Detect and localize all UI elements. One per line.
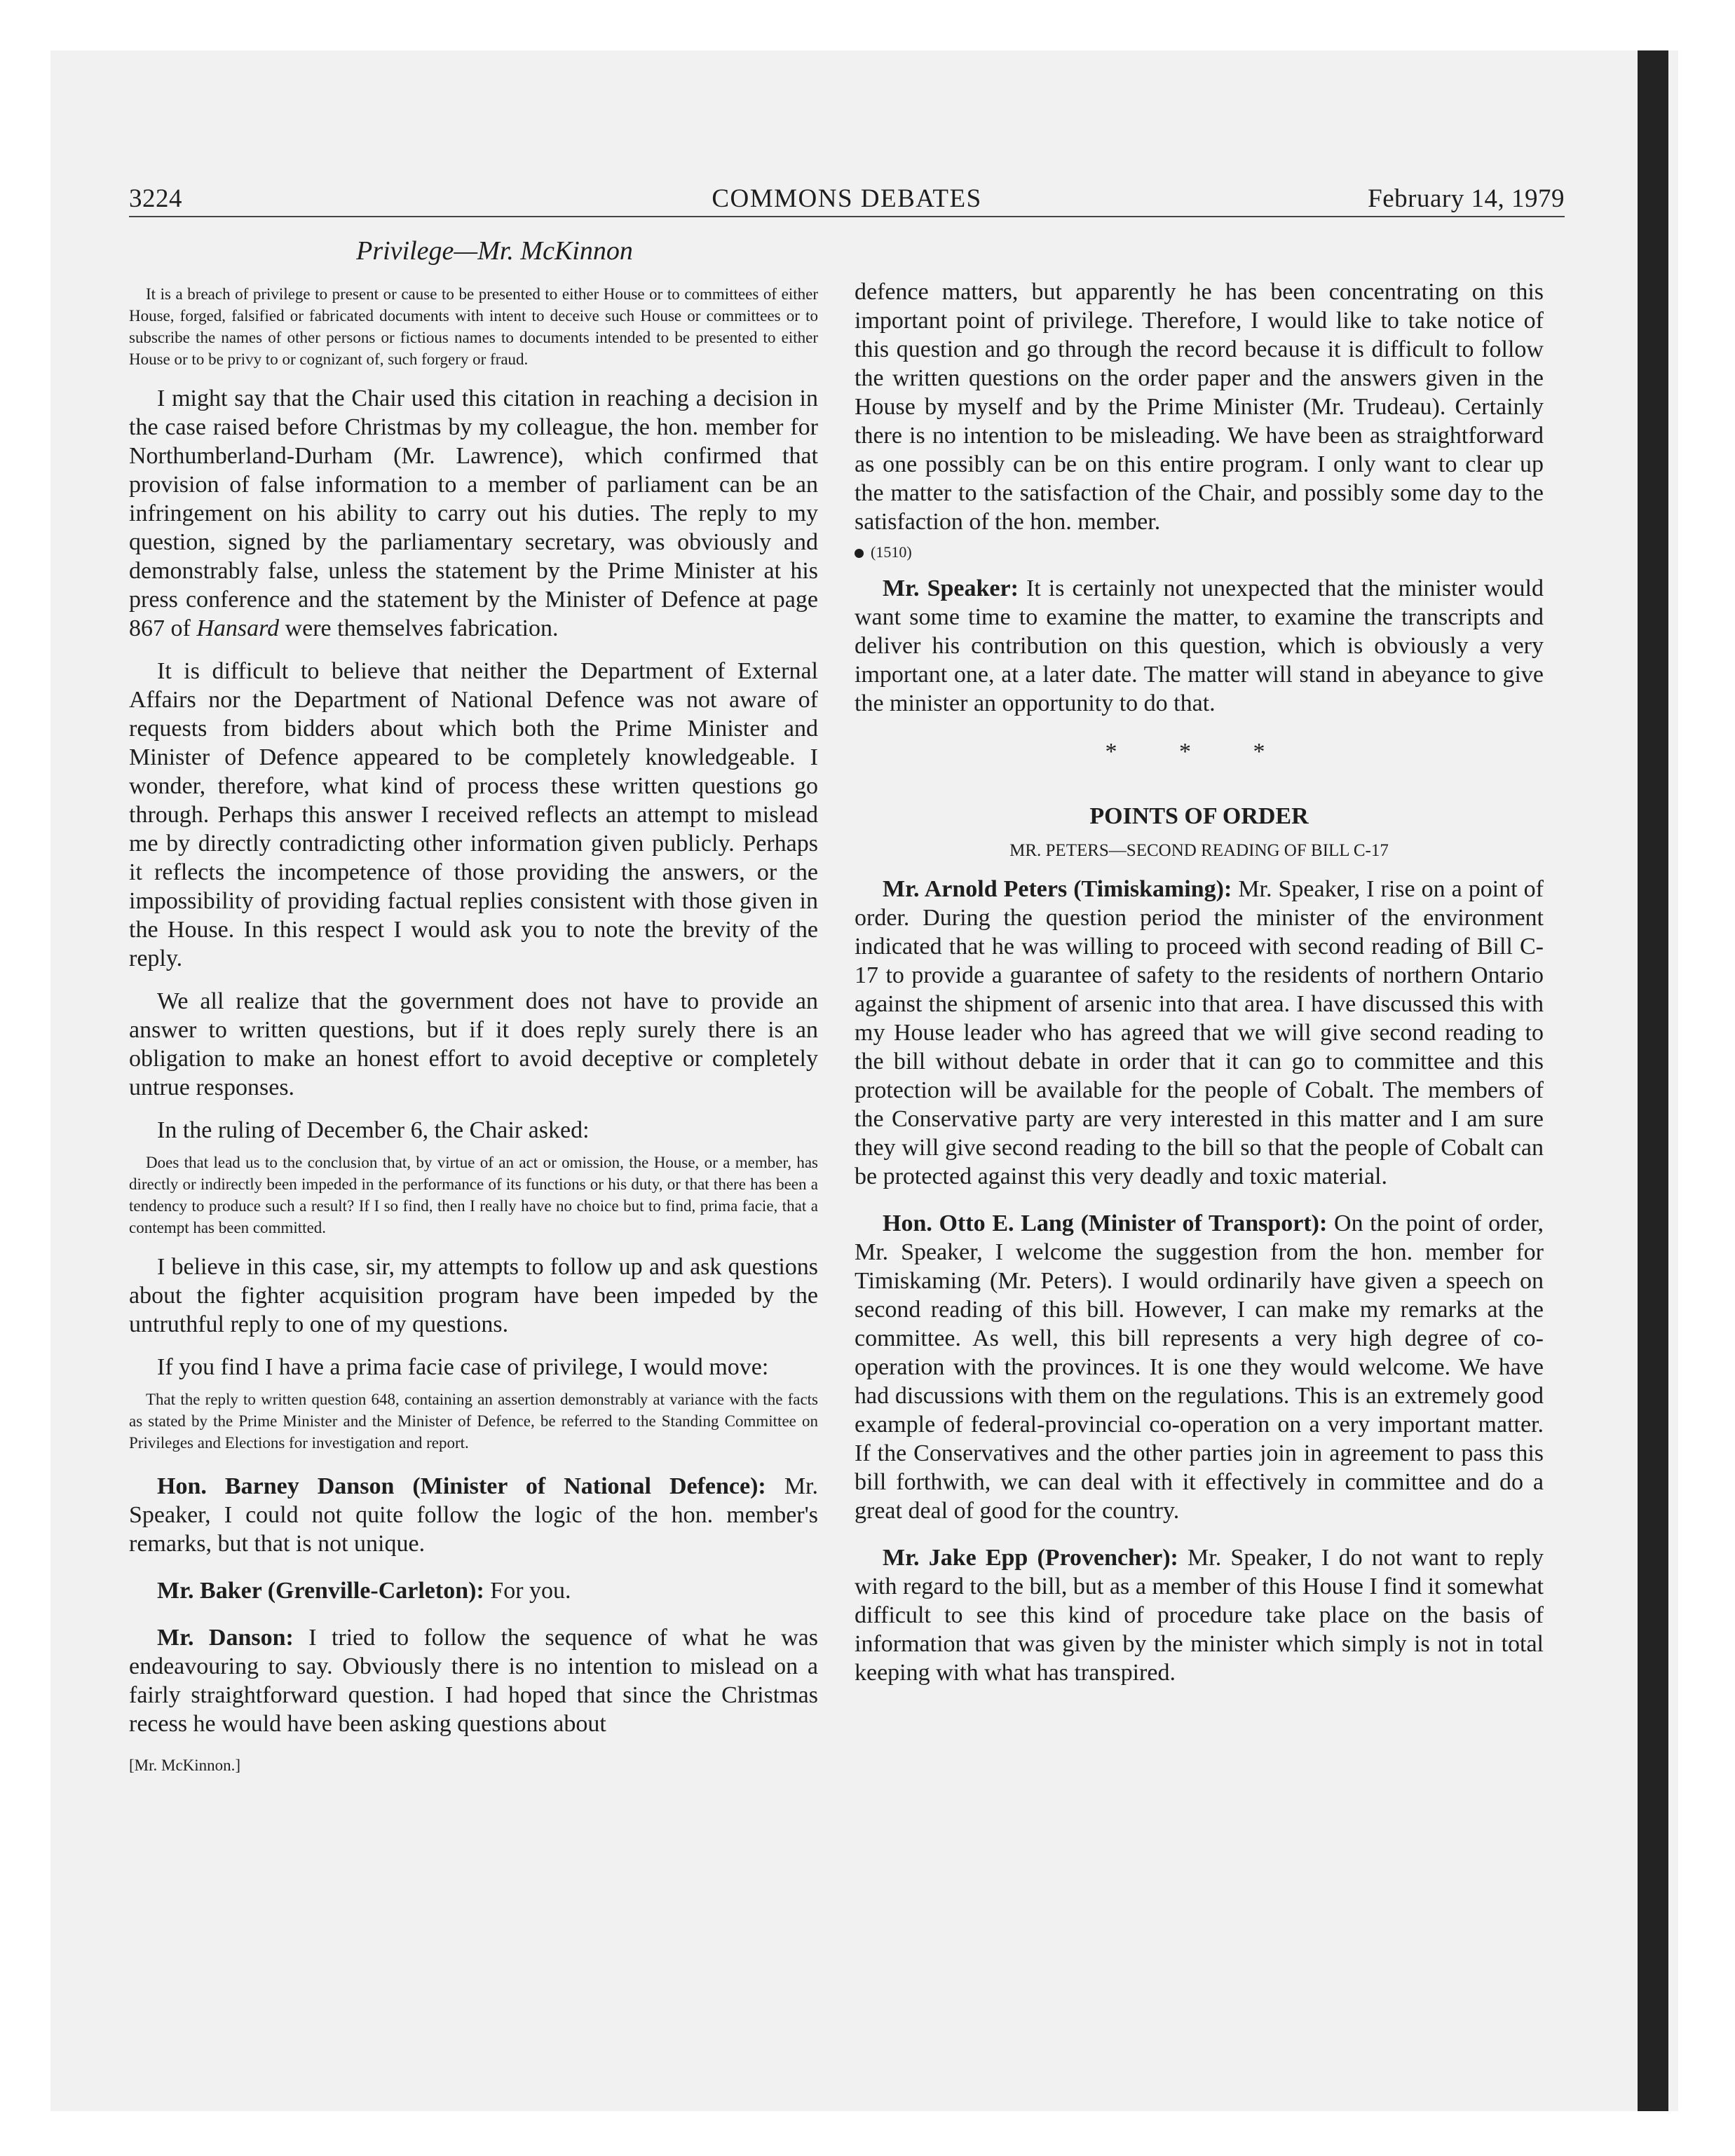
bullet-icon xyxy=(855,549,864,558)
issue-date: February 14, 1979 xyxy=(1368,184,1565,213)
citation-quote: It is a breach of privilege to present or cause to be presented to either House or to committees of either House, forged, falsified or fabricated documents with intent to deceive such House or committees or to subscribe the names of other persons or fictious names to documents intended to be presented to either House or to be privy to or cognizant of, such forgery or fraud. xyxy=(129,285,818,368)
speech: Hon. Otto E. Lang (Minister of Transport): On the point of order, Mr. Speaker, I welcome the suggestion from the hon. member for Timiskaming (Mr. Peters). I would ordinarily have given a speech on second reading of this bill. However, I can make my remarks at the committee. As well, this bill represents a very high degree of co-operation with the provinces. It is one they would welcome. We have had discussions with them on the regulations. This is an extremely good example of federal-provincial co-operation on a very important matter. If the Conservatives and the other parties join in agreement to pass this bill forthwith, we can deal with it effectively in committee and do a great deal of good for the country. xyxy=(855,1210,1544,1524)
speech: Mr. Baker (Grenville-Carleton): For you. xyxy=(157,1578,571,1604)
section-divider: * * * xyxy=(1105,739,1293,765)
paragraph: defence matters, but apparently he has been concentrating on this important point of privilege. Therefore, I would like to take notice of this question and go through the record because it is difficult to follow the written questions on the order paper and the answers given in the House by myself and by the Prime Minister (Mr. Trudeau). Certainly there is no intention to be misleading. We have been as straightforward as one possibly can be on this entire program. I only want to clear up the matter to the satisfaction of the Chair, and possibly some day to the satisfaction of the hon. member. xyxy=(855,279,1544,535)
speaker-name: Mr. Baker (Grenville-Carleton): xyxy=(157,1578,484,1604)
speaker-name: Hon. Barney Danson (Minister of National Defence): xyxy=(157,1473,766,1499)
speech: Mr. Arnold Peters (Timiskaming): Mr. Speaker, I rise on a point of order. During the question period the minister of the environment indicated that he was willing to proceed with second reading of Bill C-17 to provide a guarantee of safety to the residents of northern Ontario against the shipment of arsenic into that area. I have discussed this with my House leader who has agreed that we will give second reading to the bill without debate in order that it can go to committee and this protection will be available for the people of Cobalt. The members of the Conservative party are very interested in this matter and I am sure they will give second reading to the bill so that the people of Cobalt can be protected against this very deadly and toxic material. xyxy=(855,876,1544,1189)
speaker-reference: [Mr. McKinnon.] xyxy=(129,1756,241,1774)
header-rule xyxy=(129,216,1565,217)
speech: Hon. Barney Danson (Minister of National Defence): Mr. Speaker, I could not quite follow the logic of the hon. member's remarks, but that is not unique. xyxy=(129,1473,818,1557)
section-heading: POINTS OF ORDER xyxy=(1089,803,1309,829)
left-column xyxy=(129,236,818,1775)
paragraph: If you find I have a prima facie case of privilege, I would move: xyxy=(157,1354,769,1380)
paragraph: We all realize that the government does not have to provide an answer to written questions, but if it does reply surely there is an obligation to make an honest effort to avoid deceptive or completely untrue responses. xyxy=(129,988,818,1100)
right-column xyxy=(855,278,1544,1687)
running-head xyxy=(129,184,1565,219)
speaker-name: Mr. Arnold Peters (Timiskaming): xyxy=(883,876,1232,902)
subject-heading: Privilege—Mr. McKinnon xyxy=(356,236,633,266)
paragraph: In the ruling of December 6, the Chair asked: xyxy=(157,1117,590,1143)
speaker-name: Mr. Jake Epp (Provencher): xyxy=(883,1545,1178,1571)
paragraph: It is difficult to believe that neither the Department of External Affairs nor the Department of National Defence was not aware of requests from bidders about which both the Prime Minister and Minister of Defence appeared to be completely knowledgeable. I wonder, therefore, what kind of process these written questions go through. Perhaps this answer I received reflects an attempt to mislead me by directly contradicting other information given publicly. Perhaps it reflects the incompetence of those providing the answers, or the impossibility of providing factual replies consistent with those given in the House. In this respect I would ask you to note the brevity of the reply. xyxy=(129,658,818,971)
section-subheading: MR. PETERS—SECOND READING OF BILL C-17 xyxy=(1009,841,1389,860)
speech: Mr. Danson: I tried to follow the sequence of what he was endeavouring to say. Obviously there is no intention to mislead on a fairly straightforward question. I had hoped that since the Christmas recess he would have been asking questions about xyxy=(129,1625,818,1737)
speaker-name: Mr. Speaker: xyxy=(883,575,1019,601)
page-edge-shadow xyxy=(1638,50,1668,2111)
hansard-italic: Hansard xyxy=(196,615,280,641)
paragraph: I might say that the Chair used this citation in reaching a decision in the case raised before Christmas by my colleague, the hon. member for Northumberland-Durham (Mr. Lawrence), which confirmed that provision of false information to a member of parliament can be an infringement on his ability to carry out his duties. The reply to my question, signed by the parliamentary secretary, was obviously and demonstrably false, unless the statement by the Prime Minister at his press conference and the statement by the Minister of Defence at page 867 of Hansard were themselves fabrication. xyxy=(129,386,818,641)
ruling-quote: Does that lead us to the conclusion that, by virtue of an act or omission, the House, or a member, has directly or indirectly been impeded in the performance of its functions or his duty, or that there has been a tendency to produce such a result? If I so find, then I really have no choice but to find, prima facie, that a contempt has been committed. xyxy=(129,1154,818,1236)
journal-title: COMMONS DEBATES xyxy=(712,184,982,213)
page-number: 3224 xyxy=(129,184,182,213)
motion-quote: That the reply to written question 648, containing an assertion demonstrably at variance with the facts as stated by the Prime Minister and the Minister of Defence, be referred to the Standing Committee on Privileges and Elections for investigation and report. xyxy=(129,1391,818,1452)
time-marker: (1510) xyxy=(855,543,1544,561)
speech: Mr. Jake Epp (Provencher): Mr. Speaker, I do not want to reply with regard to the bill, but as a member of this House I find it somewhat difficult to see this kind of procedure take place on the basis of information that was given by the minister which simply is not in total keeping with what has transpired. xyxy=(855,1545,1544,1686)
speaker-name: Hon. Otto E. Lang (Minister of Transport): xyxy=(883,1210,1328,1236)
speech: Mr. Speaker: It is certainly not unexpected that the minister would want some time to examine the matter, to examine the transcripts and deliver his contribution on this question, which is obviously a very important one, at a later date. The matter will stand in abeyance to give the minister an opportunity to do that. xyxy=(855,575,1544,716)
paragraph: I believe in this case, sir, my attempts to follow up and ask questions about the fighter acquisition program have been impeded by the untruthful reply to one of my questions. xyxy=(129,1254,818,1337)
speaker-name: Mr. Danson: xyxy=(157,1625,294,1651)
